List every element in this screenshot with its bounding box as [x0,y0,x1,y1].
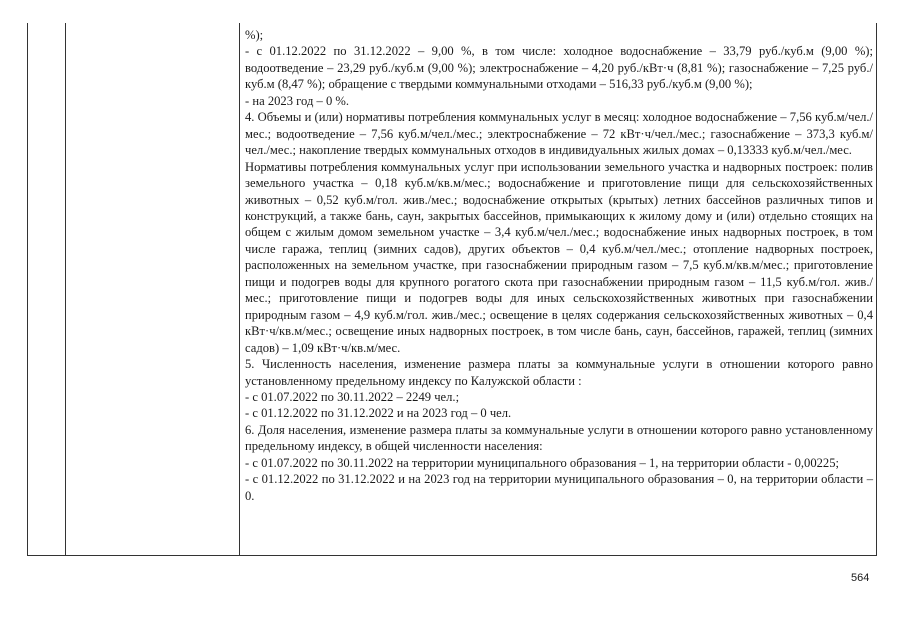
text-line: 5. Численность населения, изменение размера платы за коммунальные услуги в отношении которого равно установленному предельному индексу по Калужской области : [245,357,873,388]
text-line: - с 01.12.2022 по 31.12.2022 и на 2023 год – 0 чел. [245,406,512,421]
text-line: - с 01.12.2022 по 31.12.2022 – 9,00 %, в том числе: холодное водоснабжение – 33,79 руб./куб.м (9,00 %); водоотведение – 23,29 руб./куб.м (9,00 %); электроснабжение – 4,20 руб./кВт·ч (8,81 %); газоснабжение – 7,25 руб./куб.м (8,47 %); обращение с твердыми коммунальными отходами – 516,33 руб./куб.м (9,00 %); [245,44,873,92]
text-line: 6. Доля населения, изменение размера платы за коммунальные услуги в отношении которого равно установленному предельному индексу, в общей численности населения: [245,422,873,454]
text-line: Нормативы потребления коммунальных услуг при использовании земельного участка и надворных построек: полив земельного участка – 0,18 куб.м/кв.м/мес.; водоснабжение и приготовление пищи для сельскохозяйственных животных – 0,52 куб.м/гол. жив./мес.; водоснабжение открытых (крытых) летних бассейнов различных типов и конструкций, а также бань, саун, закрытых бассейнов, примыкающих к жилому дому и (или) отдельно стоящих на общем с жилым домом земельном участке – 3,4 куб.м/чел./мес.; водоснабжение иных надворных построек, в том числе гаража, теплиц (зимних садов), других объектов – 0,4 куб.м/чел./мес.; отопление надворных построек, расположенных на земельном участке, при газоснабжении природным газом – 7,5 куб.м/кв.м/мес.; приготовление пищи и подогрев воды для крупного рогатого скота при газоснабжении природным газом – 11,5 куб.м/гол. жив./мес.; приготовление пищи и подогрев воды для иных сельскохозяйственных животных при газоснабжении природным газом – 4,9 куб.м/гол. жив./мес.; освещение в целях содержания сельскохозяйственных животных – 0,4 кВт·ч/кв.м/мес.; освещение иных надворных построек, в том числе бань, саун, бассейнов, гаражей, теплиц (зимних садов) – 1,09 кВт·ч/кв.м/мес. [245,159,873,355]
table-text-cell [245,27,873,504]
text-line: 4. Объемы и (или) нормативы потребления коммунальных услуг в месяц: холодное водоснабжение – 7,56 куб.м/чел./мес.; водоотведение – 7,56 куб.м/чел./мес.; электроснабжение – 72 кВт·ч/чел./мес.; газоснабжение – 373,3 куб.м/чел./мес.; накопление твердых коммунальных отходов в индивидуальных жилых домах – 0,13333 куб.м/чел./мес. [245,110,873,158]
text-line: - с 01.07.2022 по 30.11.2022 на территории муниципального образования – 1, на территории области - 0,00225; [245,455,840,470]
text-line: - на 2023 год – 0 %. [245,93,350,108]
document-table [27,23,877,556]
text-line: - с 01.07.2022 по 30.11.2022 – 2249 чел.; [245,389,460,404]
text-line: - с 01.12.2022 по 31.12.2022 и на 2023 год на территории муниципального образования – 0, на территории области – 0. [245,472,873,503]
text-line: %); [245,28,264,42]
page-number: 564 [851,572,870,584]
column-divider [65,23,66,555]
column-divider [239,23,240,555]
